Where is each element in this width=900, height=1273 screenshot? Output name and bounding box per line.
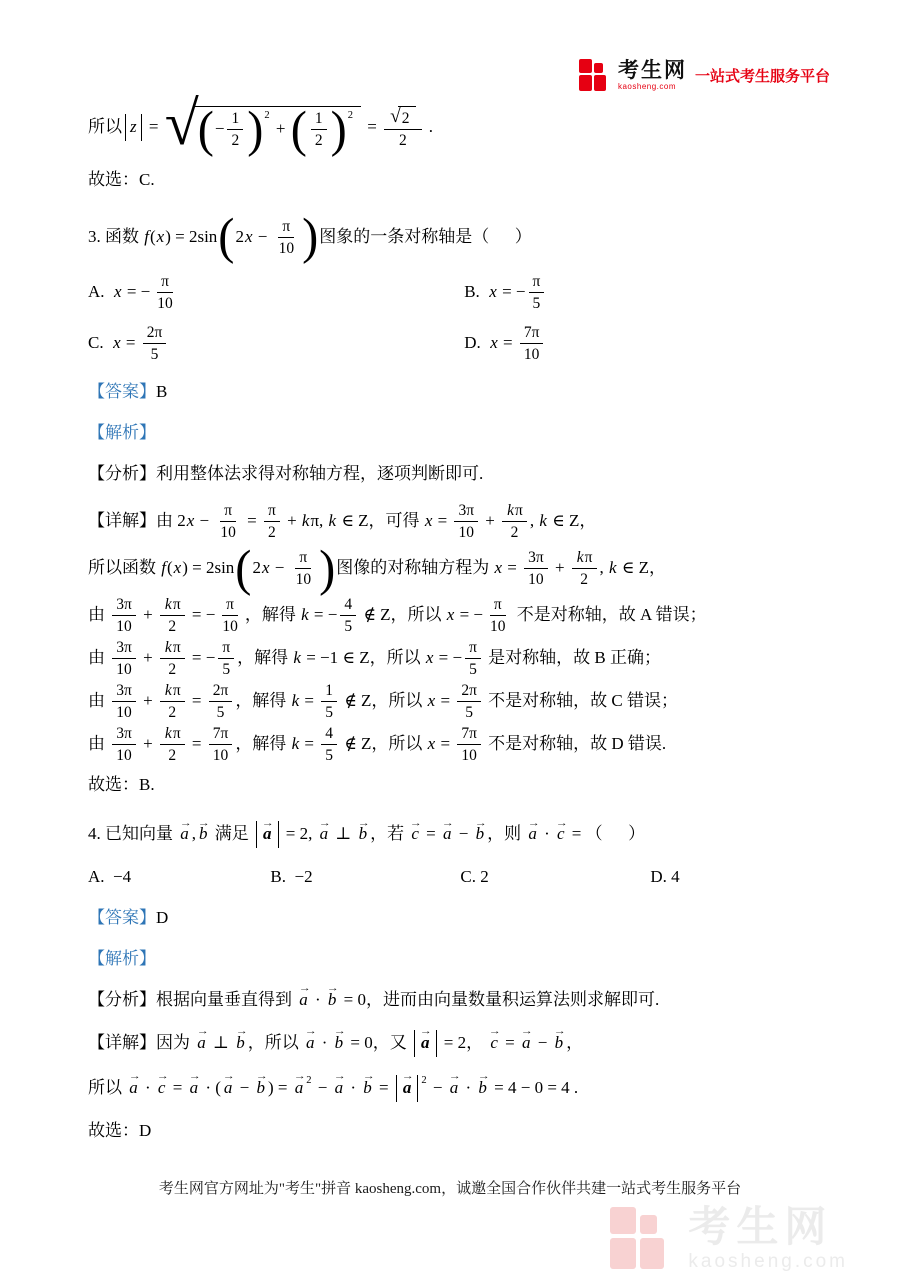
vector-arrow-icon: →: [298, 984, 311, 995]
option-cell: C. x = $\frac{2\pi}{5}$: [88, 324, 464, 363]
vector-arrow-icon: →: [235, 1027, 248, 1038]
q3-options-ab: [88, 273, 848, 312]
radical-icon: √: [164, 90, 199, 158]
kaosheng-watermark-icon: [610, 1205, 674, 1271]
vector-arrow-icon: →: [333, 1072, 346, 1083]
q3-answer: 【答案】 B: [88, 382, 168, 402]
q3-xiangjie-2: 所以函数 f ( x ) = 2sin ( 2 x − $\frac{\pi}{10}$ ) 图像的对称轴方程为 x = $\frac{3\pi}{10}$ + k π 2 , k ∈ Z，: [88, 540, 667, 596]
vector-arrow-icon: →: [489, 1027, 502, 1038]
brand-block: [618, 60, 687, 91]
q4-choice: 故选：D: [88, 1120, 152, 1140]
q3-case-b: 由 $\frac{3\pi}{10}$ + k π 2 = − $\frac{\pi}{5}$ ，解得 k = −1 ∈ Z，所以 x = − $\frac{\pi}{5}$ 是对称轴，故 B 正确；: [88, 639, 662, 679]
brand-tagline: 一站式考生服务平台: [694, 67, 830, 85]
vector-arrow-icon: →: [474, 818, 487, 829]
q4-answer: 【答案】 D: [88, 908, 169, 928]
q3-stem: 3. 函数 f ( x ) = 2sin ( 2 x − $\frac{\pi}{10}$ ) 图象的一条对称轴是（ ）: [88, 209, 532, 265]
q4-options: [88, 866, 848, 889]
q3-choice: 故选：B.: [88, 775, 155, 795]
vector-arrow-icon: →: [222, 1072, 235, 1083]
vector-arrow-icon: →: [527, 818, 540, 829]
kaosheng-logo-icon: [579, 58, 611, 92]
q3-jiexi: 【解析】: [88, 422, 156, 442]
q3-options-cd: [88, 324, 848, 363]
vector-arrow-icon: →: [357, 818, 370, 829]
vector-arrow-icon: →: [304, 1027, 317, 1038]
q3-xiangjie-1: 【详解】由 2 x − $\frac{\pi}{10}$ = $\frac{\pi}{2}$ + k π, k ∈ Z，可得 x = $\frac{3\pi}{10}$ + k π 2 , k ∈ Z，: [88, 501, 597, 541]
vector-arrow-icon: →: [128, 1072, 141, 1083]
q2-modulus-line: 所以 z = √ ( − $\frac{1}{2}$ ) 2 + ( $\frac{1}{2}$ ) 2 = √ 2 2 .: [88, 90, 433, 158]
q3-fenxi: 【分析】利用整体法求得对称轴方程，逐项判断即可.: [88, 463, 484, 483]
vector-arrow-icon: →: [196, 1027, 209, 1038]
vector-arrow-icon: →: [553, 1027, 566, 1038]
vector-arrow-icon: →: [188, 1072, 201, 1083]
q2-choice: 故选：C.: [88, 169, 155, 189]
q4-jiexi: 【解析】: [88, 949, 156, 969]
content: [88, 90, 848, 1143]
vector-arrow-icon: →: [156, 1072, 169, 1083]
vector-arrow-icon: →: [362, 1072, 375, 1083]
option-cell: D. x = $\frac{7\pi}{10}$: [464, 324, 848, 363]
option-cell: D. 4: [650, 867, 680, 887]
vector-arrow-icon: →: [318, 818, 331, 829]
footer-text: 考生网官方网址为"考生"拼音 kaosheng.com，诚邀全国合作伙伴共建一站式考生服务平台: [158, 1181, 742, 1197]
q4-fenxi: 【分析】根据向量垂直得到 → a · → b = 0，进而由向量数量积运算法则求解即可.: [88, 984, 660, 1010]
vector-arrow-icon: →: [441, 818, 454, 829]
q3-case-a: 由 $\frac{3\pi}{10}$ + k π 2 = − $\frac{\pi}{10}$ ，解得 k = − $\frac{4}{5}$ ∉ Z，所以 x = − $\frac{\pi}{10}$ 不是对称轴，故 A 错误；: [88, 596, 707, 636]
vector-arrow-icon: →: [419, 1027, 433, 1038]
header-logo: [579, 58, 830, 92]
option-cell: A. −4: [88, 867, 132, 887]
watermark-text: [688, 1202, 848, 1272]
watermark-domain: kaosheng.com: [688, 1250, 848, 1272]
brand-domain: kaosheng.com: [617, 81, 677, 91]
vector-arrow-icon: →: [410, 818, 423, 829]
q4-xiangjie: 【详解】因为 → a ⊥ → b ，所以 → a · → b = 0，又 → a = 2， → c = → a − → b ，: [88, 1030, 848, 1057]
q4-compute: 所以 → a · → c = → a · ( → a − → b ) = → a 2 − → a · → b = → a 2 − → a · → b = 4 − 0 = 4 .: [88, 1075, 848, 1102]
brand-name: 考生网: [617, 58, 687, 82]
q3-case-c: 由 $\frac{3\pi}{10}$ + k π 2 = $\frac{2\pi}{5}$ ，解得 k = $\frac{1}{5}$ ∉ Z，所以 x = $\frac{2\pi}{5}$ 不是对称轴，故 C 错误；: [88, 682, 678, 722]
vector-arrow-icon: →: [197, 818, 210, 829]
vector-arrow-icon: →: [326, 984, 339, 995]
radical-icon: √: [390, 105, 401, 127]
option-cell: B. x = − $\frac{\pi}{5}$: [464, 273, 848, 312]
vector-arrow-icon: →: [555, 818, 568, 829]
vector-arrow-icon: →: [255, 1072, 268, 1083]
vector-arrow-icon: →: [448, 1072, 461, 1083]
q4-stem: 4. 已知向量 → a , → b 满足 → a = 2, → a ⊥ → b ，若 → c = → a − → b ，则 → a · → c = （ ）: [88, 821, 848, 848]
vector-arrow-icon: →: [179, 818, 192, 829]
vector-arrow-icon: →: [401, 1072, 414, 1083]
watermark: [610, 1202, 848, 1272]
vector-arrow-icon: →: [333, 1027, 346, 1038]
vector-arrow-icon: →: [477, 1072, 490, 1083]
option-cell: B. −2: [270, 867, 313, 887]
option-cell: C. 2: [460, 867, 489, 887]
option-cell: A. x = − $\frac{\pi}{10}$: [88, 272, 173, 312]
vector-arrow-icon: →: [293, 1072, 306, 1083]
q3-case-d: 由 $\frac{3\pi}{10}$ + k π 2 = $\frac{7\pi}{10}$ ，解得 k = $\frac{4}{5}$ ∉ Z，所以 x = $\frac{7\pi}{10}$ 不是对称轴，故 D 错误.: [88, 725, 667, 765]
vector-arrow-icon: →: [520, 1027, 533, 1038]
watermark-brand: 考生网: [688, 1202, 833, 1250]
vector-arrow-icon: →: [261, 818, 274, 829]
